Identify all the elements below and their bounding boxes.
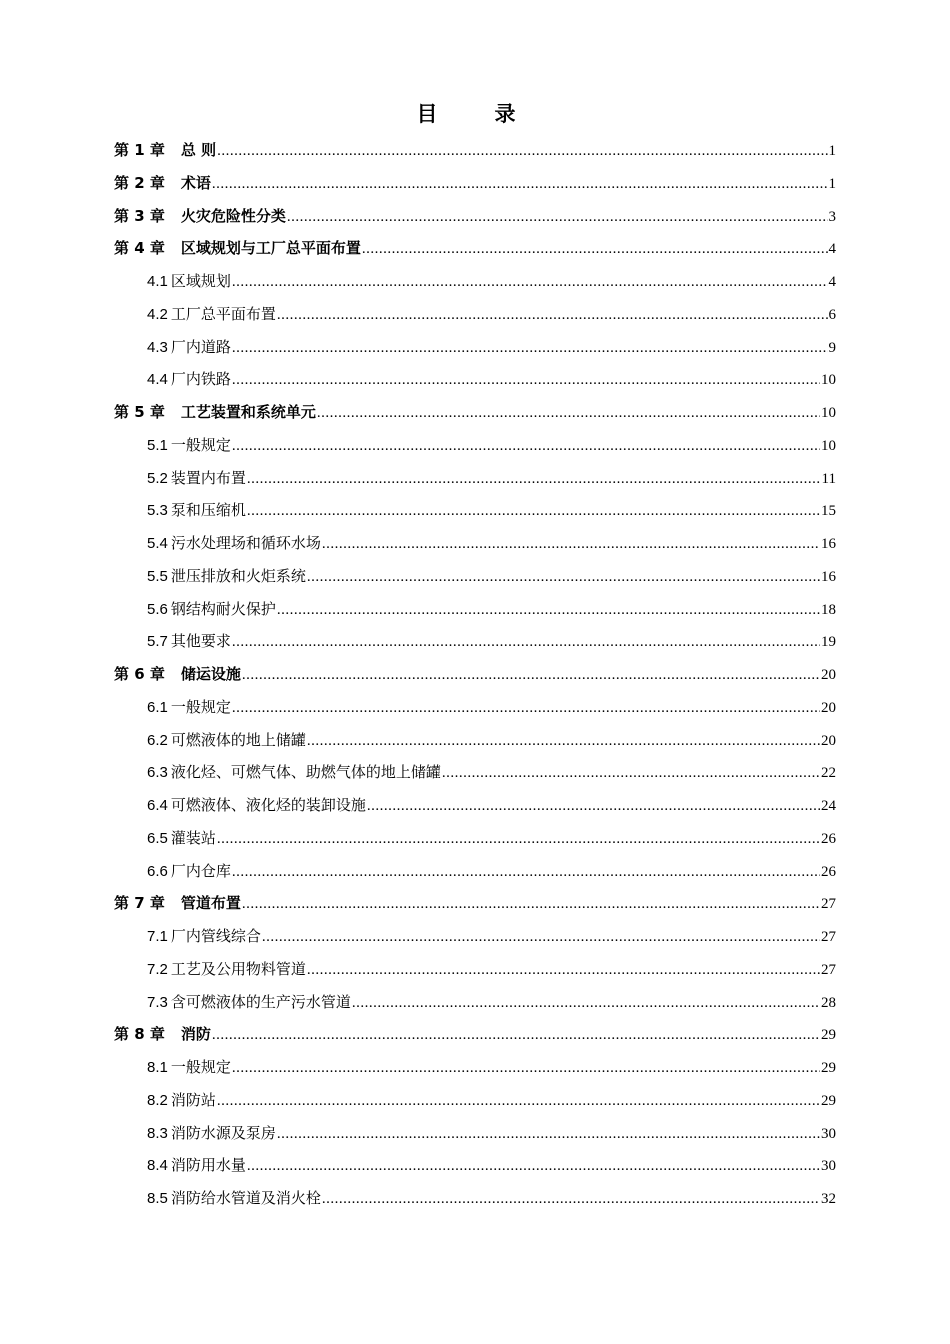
dot-leader <box>322 532 820 556</box>
chapter-number: 第 4 章 <box>114 239 165 258</box>
section-title: 污水处理场和循环水场 <box>170 534 321 552</box>
section-number: 5.1 <box>147 436 168 454</box>
section-number: 7.2 <box>147 960 168 978</box>
section-title: 工厂总平面布置 <box>170 304 276 323</box>
page-number: 10 <box>821 372 836 389</box>
section-number: 5.7 <box>147 633 168 651</box>
toc-entry-section[interactable] <box>147 793 836 817</box>
dot-leader <box>242 892 820 916</box>
dot-leader <box>232 1056 820 1080</box>
dot-leader <box>212 1023 820 1047</box>
dot-leader <box>442 761 820 785</box>
page-number: 26 <box>821 830 836 847</box>
dot-leader <box>287 205 828 229</box>
page-number: 16 <box>821 568 836 585</box>
section-title: 消防用水量 <box>170 1156 246 1175</box>
toc-entry-section[interactable] <box>147 728 836 752</box>
section-number: 4.3 <box>147 338 168 356</box>
chapter-title: 消防 <box>180 1025 211 1044</box>
dot-leader <box>232 630 820 654</box>
page-number: 26 <box>821 863 836 880</box>
page-number: 19 <box>821 634 836 651</box>
section-title: 厂内管线综合 <box>170 927 261 945</box>
page-number: 27 <box>821 896 836 913</box>
chapter-title: 术语 <box>180 173 211 192</box>
section-title: 区域规划 <box>170 272 231 290</box>
section-number: 5.2 <box>147 469 168 487</box>
page-number: 27 <box>821 929 836 945</box>
dot-leader <box>352 991 820 1015</box>
page-number: 20 <box>821 732 836 749</box>
section-number: 8.3 <box>147 1124 168 1142</box>
page-number: 15 <box>821 503 836 520</box>
page-number: 10 <box>821 437 836 454</box>
dot-leader <box>322 1187 820 1211</box>
section-title: 一般规定 <box>170 697 231 716</box>
toc-entry-section[interactable] <box>147 1186 836 1210</box>
page-number: 20 <box>821 699 836 716</box>
section-number: 5.4 <box>147 535 168 552</box>
toc-entry-chapter[interactable] <box>114 138 836 162</box>
dot-leader <box>242 663 820 687</box>
chapter-number: 第 1 章 <box>114 141 165 159</box>
chapter-title: 火灾危险性分类 <box>180 206 286 225</box>
section-number: 5.3 <box>147 502 168 520</box>
page-number: 22 <box>821 765 836 782</box>
toc-entry-section[interactable] <box>147 859 836 883</box>
dot-leader <box>307 565 820 589</box>
page-number: 11 <box>821 470 836 487</box>
section-title: 工艺及公用物料管道 <box>170 959 306 978</box>
section-number: 7.1 <box>147 928 168 945</box>
chapter-number: 第 3 章 <box>114 206 165 225</box>
toc-entry-section[interactable] <box>147 990 836 1014</box>
section-title: 灌装站 <box>170 828 216 847</box>
section-number: 6.4 <box>147 797 168 814</box>
dot-leader <box>232 270 828 294</box>
toc-entry-section[interactable] <box>147 826 836 850</box>
toc-entry-chapter[interactable] <box>114 204 836 228</box>
toc-entry-section[interactable] <box>147 498 836 522</box>
toc-entry-chapter[interactable] <box>114 662 836 686</box>
page-number: 4 <box>828 241 836 258</box>
dot-leader <box>217 1089 820 1113</box>
page-number: 24 <box>821 798 836 814</box>
toc-entry-section[interactable] <box>147 695 836 719</box>
toc-entry-section[interactable] <box>147 597 836 621</box>
toc-entry-section[interactable] <box>147 466 836 490</box>
page-number: 29 <box>821 1060 836 1076</box>
section-title: 消防水源及泵房 <box>170 1123 276 1142</box>
page-number: 27 <box>821 961 836 978</box>
dot-leader <box>362 237 828 261</box>
section-number: 8.5 <box>147 1190 168 1207</box>
dot-leader <box>277 303 828 327</box>
dot-leader <box>232 336 828 360</box>
dot-leader <box>232 696 820 720</box>
page-number: 6 <box>828 306 836 323</box>
page-number: 18 <box>821 601 836 618</box>
toc-title: 目 录 <box>416 102 534 126</box>
chapter-number: 第 2 章 <box>114 173 165 192</box>
section-title: 装置内布置 <box>170 468 246 487</box>
section-number: 6.1 <box>147 698 168 716</box>
dot-leader <box>232 368 820 392</box>
section-title: 可燃液体的地上储罐 <box>170 730 306 749</box>
section-number: 6.2 <box>147 731 168 749</box>
section-number: 4.4 <box>147 371 168 389</box>
toc-entry-section[interactable] <box>147 1055 836 1079</box>
dot-leader <box>217 139 827 163</box>
section-title: 一般规定 <box>170 435 231 454</box>
page-number: 30 <box>821 1125 836 1142</box>
toc-entry-section[interactable] <box>147 269 836 293</box>
toc-entry-chapter[interactable] <box>114 171 836 195</box>
page-number: 29 <box>821 1092 836 1109</box>
page-number: 20 <box>821 667 836 683</box>
section-number: 8.1 <box>147 1059 168 1076</box>
dot-leader <box>212 172 828 196</box>
page-number: 9 <box>828 339 836 356</box>
toc-entry-section[interactable] <box>147 1121 836 1145</box>
section-title: 厂内仓库 <box>170 861 231 880</box>
section-title: 一般规定 <box>170 1058 231 1076</box>
dot-leader <box>307 958 820 982</box>
section-number: 5.5 <box>147 567 168 585</box>
chapter-title: 区域规划与工厂总平面布置 <box>180 239 361 258</box>
toc-entry-chapter[interactable] <box>114 236 836 260</box>
toc-entry-section[interactable] <box>147 1088 836 1112</box>
dot-leader <box>217 827 820 851</box>
page-number: 28 <box>821 994 836 1011</box>
section-number: 4.2 <box>147 305 168 323</box>
section-title: 液化烃、可燃气体、助燃气体的地上储罐 <box>170 763 441 782</box>
dot-leader <box>277 1122 820 1146</box>
page-number: 16 <box>821 536 836 552</box>
chapter-title: 管道布置 <box>180 894 241 913</box>
dot-leader <box>277 598 820 622</box>
chapter-title: 工艺装置和系统单元 <box>180 403 316 421</box>
chapter-number: 第 5 章 <box>114 403 165 421</box>
page-number: 32 <box>821 1191 836 1207</box>
page-number: 3 <box>828 208 836 225</box>
toc-entry-section[interactable] <box>147 564 836 588</box>
section-number: 5.6 <box>147 600 168 618</box>
toc-entry-section[interactable] <box>147 760 836 784</box>
chapter-title: 总 则 <box>180 141 217 159</box>
page-number: 29 <box>821 1027 836 1044</box>
toc-entry-section[interactable] <box>147 302 836 326</box>
section-title: 钢结构耐火保护 <box>170 599 276 618</box>
toc-entry-chapter[interactable] <box>114 891 836 915</box>
toc-entry-section[interactable] <box>147 433 836 457</box>
toc-entry-chapter[interactable] <box>114 400 836 424</box>
section-title: 含可燃液体的生产污水管道 <box>170 992 351 1011</box>
section-number: 6.3 <box>147 764 168 782</box>
toc-entry-section[interactable] <box>147 629 836 653</box>
section-title: 消防给水管道及消火栓 <box>170 1189 321 1207</box>
chapter-title: 储运设施 <box>180 665 241 683</box>
toc-entry-section[interactable] <box>147 1153 836 1177</box>
page-number: 1 <box>828 143 836 159</box>
page-number: 4 <box>828 274 836 290</box>
page-number: 30 <box>821 1158 836 1175</box>
section-number: 6.6 <box>147 862 168 880</box>
dot-leader <box>247 467 821 491</box>
section-title: 厂内道路 <box>170 337 231 356</box>
section-title: 其他要求 <box>170 632 231 651</box>
section-title: 厂内铁路 <box>170 370 231 389</box>
dot-leader <box>307 729 820 753</box>
toc-entry-section[interactable] <box>147 367 836 391</box>
chapter-number: 第 8 章 <box>114 1025 165 1044</box>
toc-entry-section[interactable] <box>147 531 836 555</box>
toc-entry-chapter[interactable] <box>114 1022 836 1046</box>
section-number: 4.1 <box>147 273 168 290</box>
section-number: 8.2 <box>147 1091 168 1109</box>
section-title: 消防站 <box>170 1090 216 1109</box>
chapter-number: 第 6 章 <box>114 665 165 683</box>
section-number: 7.3 <box>147 993 168 1011</box>
section-title: 泄压排放和火炬系统 <box>170 566 306 585</box>
section-number: 8.4 <box>147 1157 168 1175</box>
section-number: 6.5 <box>147 829 168 847</box>
dot-leader <box>317 401 820 425</box>
dot-leader <box>262 925 820 949</box>
dot-leader <box>232 860 820 884</box>
dot-leader <box>247 499 820 523</box>
page-number: 10 <box>821 405 836 421</box>
dot-leader <box>247 1154 820 1178</box>
chapter-number: 第 7 章 <box>114 894 165 913</box>
dot-leader <box>232 434 820 458</box>
dot-leader <box>367 794 820 818</box>
section-title: 泵和压缩机 <box>170 501 246 520</box>
page-number: 1 <box>828 175 836 192</box>
toc-entry-section[interactable] <box>147 924 836 948</box>
toc-entry-section[interactable] <box>147 335 836 359</box>
section-title: 可燃液体、液化烃的装卸设施 <box>170 796 366 814</box>
toc-entry-section[interactable] <box>147 957 836 981</box>
